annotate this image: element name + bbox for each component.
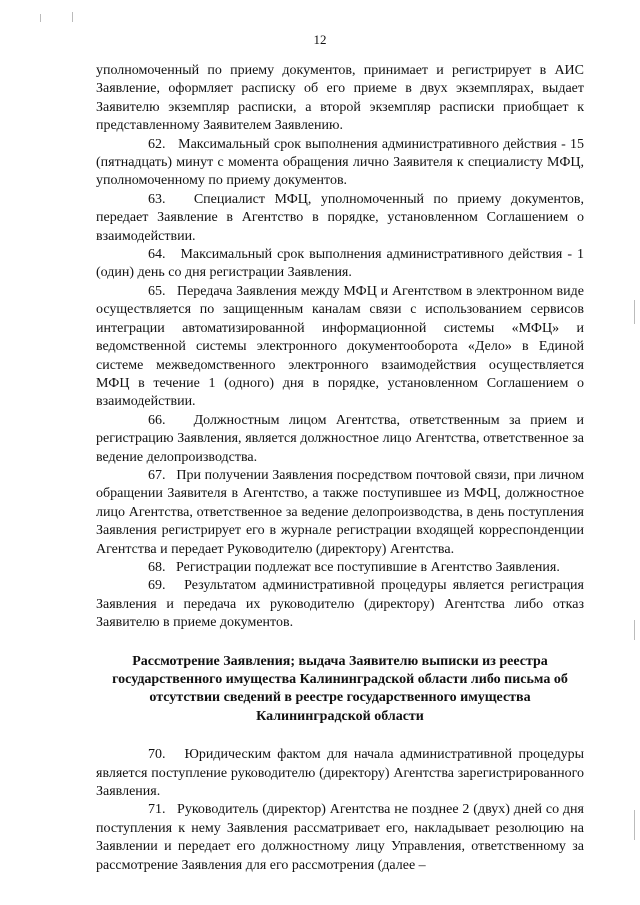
paragraph-64: 64. Максимальный срок выполнения административного действия - 1 (один) день со дня регистрации Заявления. (96, 247, 584, 281)
scan-mark (40, 14, 41, 22)
scan-mark (72, 12, 73, 22)
paragraph-63: 63. Специалист МФЦ, уполномоченный по приему документов, передает Заявление в Агентство в порядке, установленном Соглашением о взаимодействии. (96, 191, 584, 244)
section-heading (96, 653, 584, 727)
scan-mark (634, 810, 635, 840)
paragraph-continuation: уполномоченный по приему документов, принимает и регистрирует в АИС Заявление, оформляет расписку об его приеме в двух экземплярах, выдает Заявителю экземпляр расписки, а второй экземпляр расписки приобщает к представленному Заявителем Заявлению. (96, 63, 584, 134)
scan-mark (634, 620, 635, 640)
scan-mark (634, 300, 635, 324)
paragraph-65: 65. Передача Заявления между МФЦ и Агентством в электронном виде осуществляется по защищенным каналам связи с использованием сервисов интеграции автоматизированной информационной системы «МФЦ» и ведомственной системы электронного документооборота «Дело» в Единой системе межведомственного электронного взаимодействия осуществляется МФЦ в течение 1 (одного) дня в порядке, установленном Соглашением о взаимодействии. (96, 283, 584, 410)
document-body (96, 62, 584, 875)
paragraph-71: 71. Руководитель (директор) Агентства не позднее 2 (двух) дней со дня поступления к нему Заявления рассматривает его, накладывает резолюцию на Заявлении и передает его должностному лицу Управления, ответственному за рассмотрение Заявления для его рассмотрения (далее – (96, 802, 584, 873)
section-heading-line: государственного имущества Калининградской области либо письма об (112, 672, 568, 687)
paragraph-68: 68. Регистрации подлежат все поступившие в Агентство Заявления. (148, 559, 560, 575)
page-number: 12 (313, 32, 327, 47)
section-heading-line: Рассмотрение Заявления; выдача Заявителю выписки из реестра (132, 653, 548, 669)
section-heading-line: отсутствии сведений в реестре государственного имущества (149, 690, 531, 706)
section-heading-line: Калининградской области (256, 708, 424, 724)
paragraph-67: 67. При получении Заявления посредством почтовой связи, при личном обращении Заявителя в Агентство, а также поступившее из МФЦ, должностное лицо Агентства, ответственное за ведение делопроизводства, в день поступления Заявления регистрирует его в журнале регистрации входящей корреспонденции Агентства и передает Руководителю (директору) Агентства. (96, 467, 584, 557)
paragraph-69: 69. Результатом административной процедуры является регистрация Заявления и передача их руководителю (директору) Агентства либо отказ Заявителю в приеме документов. (96, 578, 584, 631)
paragraph-62: 62. Максимальный срок выполнения административного действия - 15 (пятнадцать) минут с момента обращения лично Заявителя к специалисту МФЦ, уполномоченному по приему документов. (96, 136, 584, 189)
paragraph-66: 66. Должностным лицом Агентства, ответственным за прием и регистрацию Заявления, является должностное лицо Агентства, ответственное за ведение делопроизводства. (96, 412, 584, 465)
paragraph-70: 70. Юридическим фактом для начала административной процедуры является поступление руководителю (директору) Агентства зарегистрированного Заявления. (96, 747, 584, 800)
